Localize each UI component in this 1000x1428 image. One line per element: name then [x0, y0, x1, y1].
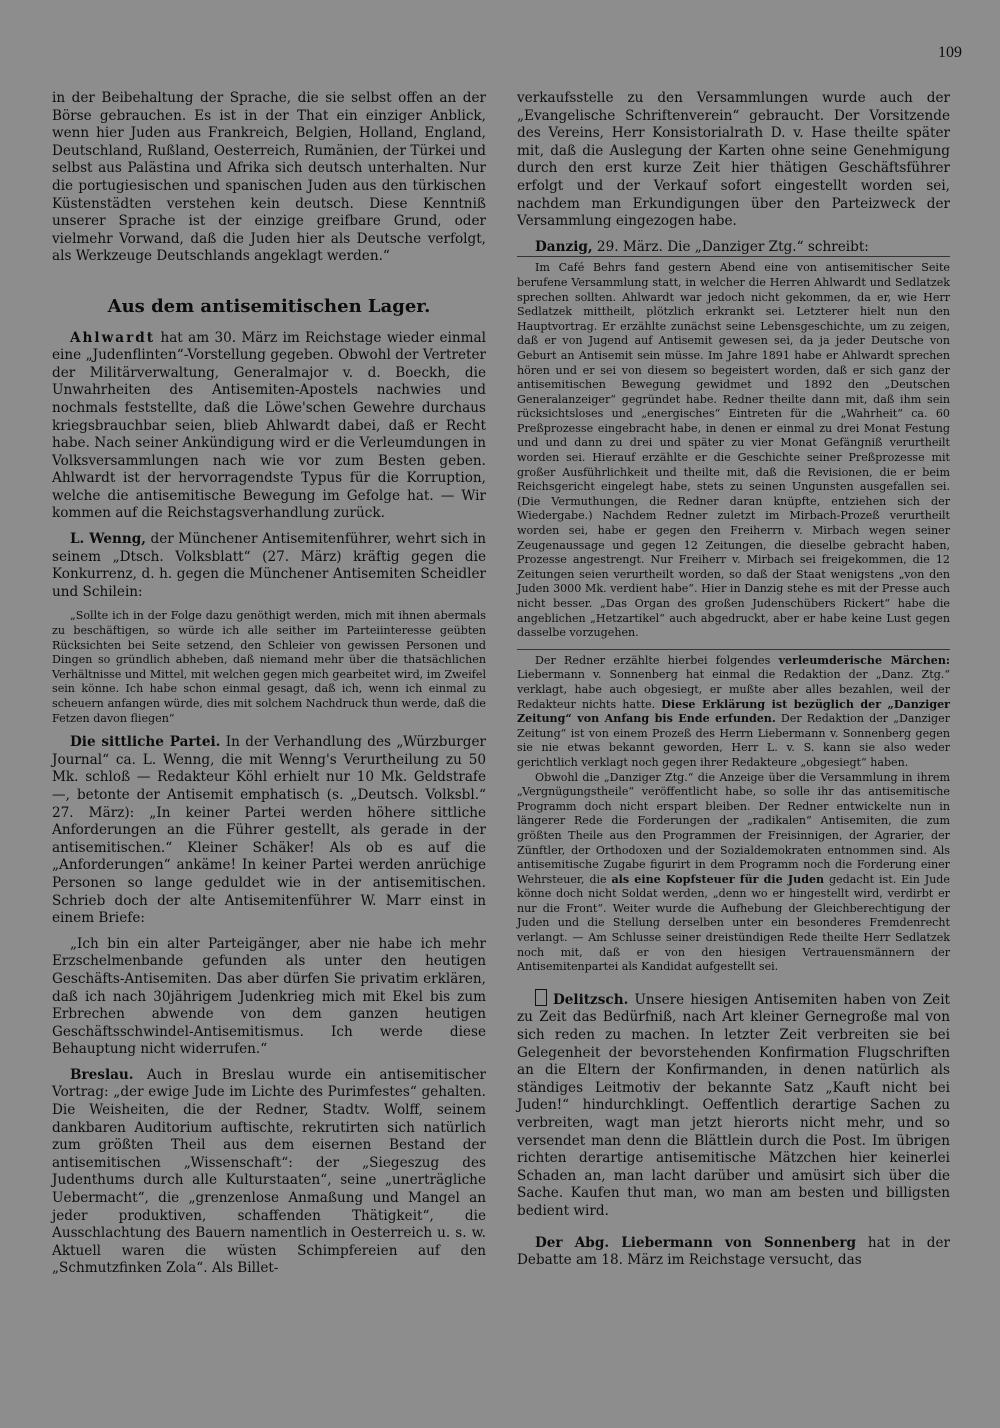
- abg-paragraph: [517, 1235, 950, 1270]
- kopfsteuer-bold: als eine Kopfsteuer für die Juden: [611, 872, 825, 886]
- danzig-heading: Danzig,: [535, 238, 593, 255]
- abg-heading: Der Abg. Liebermann von Sonnenberg: [535, 1234, 857, 1251]
- ahlwardt-heading: Ahlwardt: [70, 329, 156, 346]
- page-number: 109: [938, 44, 962, 61]
- danzig-text: 29. März. Die „Danziger Ztg.“ schreibt:: [592, 238, 869, 255]
- wenng-quote: „Sollte ich in der Folge dazu genöthigt werden, mich mit ihnen abermals zu beschäftigen, so würde ich alle seither im Parteiinteresse geübten Rücksichten bei Seite setzend, den Schleier von gewissen Personen und Dingen so gründlich abheben, daß niemand mehr über die thatsächlichen Verhältnisse und Mittel, mit welchen gegen mich gearbeitet wird, im Zweifel sein könne. Ich habe schon einmal gesagt, daß ich, wenn ich einmal zu scheuern anfangen würde, dies mit solchem Nachdruck thun werde, daß die Fetzen davon fliegen“: [52, 609, 486, 725]
- maerchen-paragraph: [517, 649, 950, 771]
- right-column: [517, 90, 950, 1270]
- delitzsch-text: Unsere hiesigen Antisemiten haben von Zeit zu Zeit das Bedürfniß, nach Art kleiner Gernegroße mal von sich reden zu machen. In letzter Zeit verbreiten sie bei Gelegenheit der bevorstehenden Konfirmation Flugschriften an die Eltern der Konfirmanden, in denen natürlich als ständiges Leitmotiv der bekannte Satz „Kauft nicht bei Juden!“ hindurchklingt. Oeffentlich derartige Sachen zu verbreiten, wagt man jetzt hierorts nicht mehr, und so versendet man denn die Blättlein durch die Post. Im übrigen richten derartige antisemitische Mätzchen hier keinerlei Schaden an, man lacht darüber und amüsirt sich über die Sache. Kaufen thut man, wo man am besten und billigsten bedient wird.: [517, 991, 950, 1219]
- marr-quote: „Ich bin ein alter Parteigänger, aber nie habe ich mehr Erzschelmenbande gefunden als unter den heutigen Geschäfts-Antisemiten. Das aber dürfen Sie privatim erklären, daß ich nach 30jährigem Judenkrieg mich mit Ekel bis zum Erbrechen abwende von dem ganzen heutigen Geschäftsschwindel-Antisemitismus. Ich werde diese Behauptung nicht widerrufen.“: [52, 935, 486, 1058]
- left-column: [52, 90, 486, 1278]
- ahlwardt-text: hat am 30. März im Reichstage wieder einmal eine „Judenflinten“-Vorstellung gegeben. Obwohl der Vertreter der Militärverwaltung, Generalmajor v. d. Boeckh, die Unwahrheiten des Antisemiten-Apostels nachwies und nochmals feststellte, daß die Löwe'schen Gewehre durchaus kriegsbrauchbar seien, blieb Ahlwardt dabei, daß er Recht habe. Nach seiner Ankündigung wird er die Verleumdungen in Volksversammlungen nach wie vor zum Besten geben. Ahlwardt ist der hervorragendste Typus für die Korruption, welche die antisemitische Bewegung im Gefolge hat. — Wir kommen auf die Reichstagsverhandlung zurück.: [52, 329, 486, 522]
- erklaerung-bold: Diese Erklärung ist bezüglich der „Danziger Zeitung“ von Anfang bis Ende erfunden.: [517, 697, 950, 726]
- continued-paragraph: verkaufsstelle zu den Versammlungen wurde auch der „Evangelische Schriftenverein“ gebraucht. Der Vorsitzende des Vereins, Herr Konsistorialrath D. v. Hase theilte später mit, daß die Auslegung der Karten ohne seine Genehmigung durch den erst kurze Zeit hier thätigen Geschäftsführer erfolgt und der Verkauf sofort eingestellt worden sei, nachdem man Erkundigungen über den Parteizweck der Versammlung eingezogen habe.: [517, 90, 950, 230]
- sittlich-heading: Die sittliche Partei.: [70, 734, 221, 751]
- breslau-heading: Breslau.: [70, 1066, 134, 1083]
- sittlich-text: In der Verhandlung des „Würzburger Journal“ ca. L. Wenng, die mit Wenng's Verurtheilung zu 50 Mk. schloß — Redakteur Köhl erhielt nur 10 Mk. Geldstrafe —, betonte der Antisemit emphatisch (s. „Deutsch. Volksbl.“ 27. März): „In keiner Partei werden höhere sittliche Anforderungen an die Führer gestellt, als gerade in der antisemitischen.“ Kleiner Schäker! Als ob es auf die „Anforderungen“ ankäme! In keiner Partei werden anrüchige Personen so lange geduldet wie in der antisemitischen. Schrieb doch der alte Antisemitenführer W. Marr einst in einem Briefe:: [52, 734, 486, 927]
- section-title: Aus dem antisemitischen Lager.: [107, 295, 431, 317]
- ahlwardt-paragraph: [52, 330, 486, 524]
- abg-text: hat in der Debatte am 18. März im Reichstage versucht, das: [517, 1234, 950, 1269]
- wenng-text: der Münchener Antisemitenführer, wehrt sich in seinem „Dtsch. Volksblatt“ (27. März) kräftig gegen die Konkurrenz, d. h. gegen die Münchener Antisemiten Scheidler und Schilein:: [52, 531, 486, 600]
- danzig-paragraph: [517, 239, 950, 257]
- obwohl-end: gedacht ist. Ein Jude könne doch nicht Soldat werden, „denn wo er hingestellt wird, verdirbt er nur die Front“. Weiter wurde die Aufhebung der Gleichberechtigung der Juden und die Stellung derselben unter ein besonderes Fremdenrecht verlangt. — Am Schlusse seiner dreistündigen Rede theilte Herr Sedlatzek noch mit, daß er von den hiesigen Vertrauensmännern der Antisemitenpartei als Kandidat aufgestellt sei.: [517, 872, 950, 974]
- maerchen-bold: verleumderische Märchen:: [778, 653, 950, 667]
- breslau-paragraph: [52, 1067, 486, 1278]
- danzig-report: Im Café Behrs fand gestern Abend eine von antisemitischer Seite berufene Versammlung statt, in welcher die Herren Ahlwardt und Sedlatzek sprechen sollten. Ahlwardt war jedoch nicht gekommen, da er, wie Herr Sedlatzek mittheilt, plötzlich erkrankt sei. Letzterer hielt nun den Hauptvortrag. Er erzählte zunächst seine Lebensgeschichte, um zu zeigen, daß er von Jugend auf Antisemit gewesen sei, da ja jeder Deutsche von Geburt an Antisemit sein müsse. Im Jahre 1891 habe er Ahlwardt sprechen hören und er sei von diesem so begeistert worden, daß er sich ganz der antisemitischen Bewegung gewidmet und 1892 den „Deutschen Generalanzeiger“ gegründet habe. Redner theilte dann mit, daß ihm sein rücksichtsloses und „energisches“ Eintreten für die „Wahrheit“ ca. 60 Preßprozesse eingebracht habe, in denen er einmal zu drei Monat Festung und und dann zu drei und später zu vier Monat Gefängniß verurtheilt worden sei. Hierauf erzählte er die Geschichte seiner Preßprozesse mit großer Ausführlichkeit und theilte mit, daß die Revisionen, die er beim Reichsgericht eingelegt habe, stets zu seinen Ungunsten ausgefallen sei. (Die Vermuthungen, die Redner daran knüpfte, entziehen sich der Wiedergabe.) Nachdem Redner zuletzt im Mirbach-Prozeß verurtheilt worden sei, habe er gegen den Freiherrn v. Mirbach wegen seiner Zeugenaussage und gegen 12 Zeitungen, die dieselbe gebracht haben, Prozesse angestrengt. Nur Freiherr v. Mirbach sei freigekommen, die 12 Zeitungen seien verurtheilt worden, so daß der Staat wenigstens „von den Juden 3000 Mk. verdient habe“. Hier in Danzig stehe es mit der Presse auch nicht besser. „Das Organ des großen Judenschübers Rickert“ habe die angeblichen „Hetzartikel“ auch abgedruckt, aber er habe keine Lust gegen dasselbe vorzugehen.: [517, 256, 950, 640]
- intro-paragraph: in der Beibehaltung der Sprache, die sie selbst offen an der Börse gebrauchen. Es ist in der That ein einziger Anblick, wenn hier Juden aus Frankreich, Belgien, Holland, England, Deutschland, Rußland, Oesterreich, Rumänien, der Türkei und selbst aus Palästina und Afrika sich deutsch unterhalten. Nur die portugiesischen und spanischen Juden aus den türkischen Küstenstädten verstehen kein deutsch. Diese Kenntniß unserer Sprache ist der einzige greifbare Grund, oder vielmehr Vorwand, daß die Juden hier als Deutsche verfolgt, als Werkzeuge Deutschlands angeklagt werden.“: [52, 90, 486, 265]
- delitzsch-paragraph: [517, 989, 950, 1221]
- wenng-heading: L. Wenng,: [70, 531, 147, 548]
- maerchen-text: Liebermann v. Sonnenberg hat einmal die Redaktion der „Danz. Ztg.“ verklagt, habe auch obgesiegt, er mußte aber alles bezahlen, weil der Redakteur nichts hatte.: [517, 668, 950, 711]
- breslau-text: Auch in Breslau wurde ein antisemitischer Vortrag: „der ewige Jude im Lichte des Purimfestes“ gehalten. Die Weisheiten, die der Redner, Stadtv. Wolff, seinem dankbaren Auditorium auftischte, rekrutirten sich natürlich zum größten Theil aus dem eisernen Bestand der antisemitischen „Wissenschaft“: der „Siegeszug des Judenthums durch alle Kulturstaaten“, seine „unerträgliche Uebermacht“, die „grenzenlose Anmaßung und Mangel an jeder produktiven, schaffenden Thätigkeit“, die Ausschlachtung des Bauern namentlich in Oesterreich u. s. w. Aktuell waren die wüsten Schimpfereien auf den „Schmutzfinken Zola“. Als Billet-: [52, 1066, 486, 1277]
- checkbox-mark-icon: [535, 989, 547, 1006]
- sittlich-paragraph: [52, 734, 486, 928]
- maerchen-intro: Der Redner erzählte hierbei folgendes: [535, 653, 779, 667]
- delitzsch-heading: Delitzsch.: [553, 991, 629, 1008]
- obwohl-text: Obwohl die „Danziger Ztg.“ die Anzeige über die Versammlung in ihrem „Vergnügungstheile“ veröffentlicht habe, so solle ihr das antisemitische Programm doch nicht erspart bleiben. Der Redner entwickelte nun in längerer Rede die Forderungen der „radikalen“ Antisemiten, die zum größten Theile aus den Programmen der Freisinnigen, der Agrarier, der Zünftler, der Orthodoxen und der Sozialdemokraten entnommen sind. Als antisemitische Zugabe figurirt in dem Programm noch die Forderung einer Wehrsteuer, die: [517, 770, 950, 886]
- obwohl-paragraph: [517, 771, 950, 975]
- erklaerung-text: Der Redaktion der „Danziger Zeitung“ ist von einem Prozeß des Herrn Liebermann v. Sonnenberg gegen sie nie etwas bekannt geworden, Herr L. v. S. kann sie also weder gerichtlich verklagt noch gegen ihrer Redakteure „obgesiegt“ haben.: [517, 712, 951, 769]
- wenng-paragraph: [52, 531, 486, 601]
